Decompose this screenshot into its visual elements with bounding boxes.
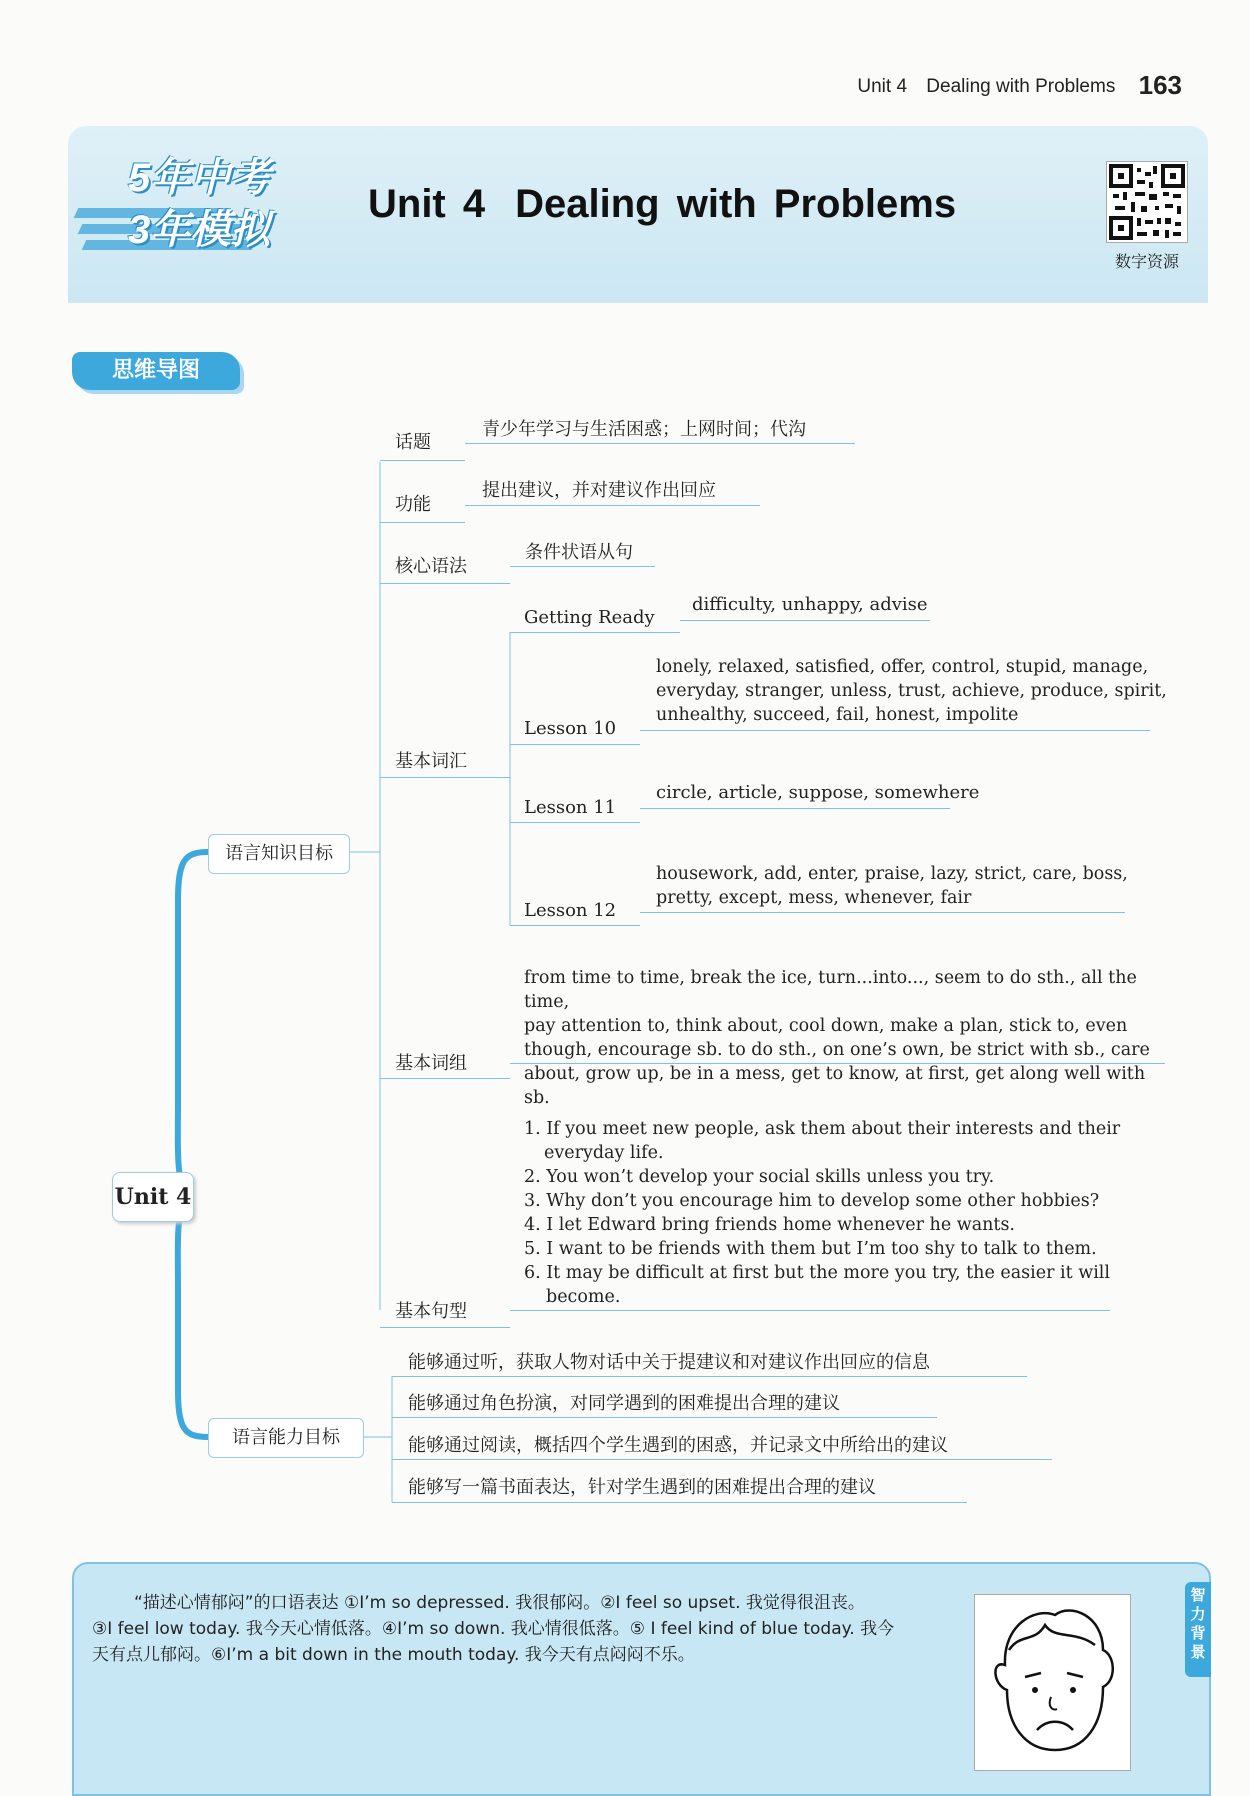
function-label: 功能 [395,494,431,515]
sentence-line: 2. You won’t develop your social skills unless you try. [524,1167,995,1187]
lesson12-label: Lesson 12 [524,900,617,921]
getting-ready-label: Getting Ready [524,607,655,628]
unit-title-text: Dealing with Problems [515,182,957,226]
grammar-label: 核心语法 [395,556,467,577]
unit-title-number: Unit 4 [368,182,486,226]
function-content: 提出建议，并对建议作出回应 [482,480,716,501]
unit-banner [68,126,1208,303]
ability-item: 能够通过角色扮演，对同学遇到的困难提出合理的建议 [408,1393,840,1414]
logo-line-2: 3年模拟 [128,208,271,252]
mindmap-root: Unit 4 [112,1172,194,1222]
phrases-content [524,966,1174,1110]
ability-item: 能够写一篇书面表达，针对学生遇到的困难提出合理的建议 [408,1477,876,1498]
sentence-line: become. [546,1287,621,1307]
ability-goal-node: 语言能力目标 [208,1418,364,1458]
grammar-content: 条件状语从句 [525,542,633,563]
phrases-label: 基本词组 [395,1053,467,1074]
unit-title [368,182,956,227]
tip-box [72,1562,1211,1796]
lesson10-line: lonely, relaxed, satisfied, offer, control, stupid, manage, [656,657,1149,677]
tip-line: “描述心情郁闷”的口语表达 ①I’m so depressed. 我很郁闷。②I feel so upset. 我觉得很沮丧。 [134,1593,865,1613]
running-header-unit: Unit 4 [857,76,908,97]
phrase-line: from time to time, break the ice, turn...into..., seem to do sth., all the time, [524,968,1137,1012]
lesson12-words [656,862,1156,910]
sentence-line: 4. I let Edward bring friends home whenever he wants. [524,1215,1015,1235]
running-header [857,70,1182,101]
tip-side-text: 背景 [1190,1624,1206,1661]
tip-line: ③I feel low today. 我今天心情低落。④I’m so down. 我心情很低落。⑤ I feel kind of blue today. 我今 [92,1619,895,1639]
lesson12-line: housework, add, enter, praise, lazy, strict, care, boss, [656,864,1128,884]
lesson10-line: unhealthy, succeed, fail, honest, impolite [656,705,1019,725]
sentence-line: 5. I want to be friends with them but I’m too shy to talk to them. [524,1239,1097,1259]
tip-line: 天有点儿郁闷。⑥I’m a bit down in the mouth today. 我今天有点闷闷不乐。 [92,1645,695,1665]
knowledge-goal-node: 语言知识目标 [208,834,350,874]
tip-side-label [1185,1582,1211,1677]
tip-side-text: 智力 [1190,1586,1206,1623]
running-header-title: Dealing with Problems [926,76,1116,97]
sentences-content [524,1117,1124,1309]
lesson10-line: everyday, stranger, unless, trust, achieve, produce, spirit, [656,681,1167,701]
phrase-line: though, encourage sb. to do sth., on one’s own, be strict with sb., care [524,1040,1150,1060]
sentence-line: 3. Why don’t you encourage him to develop some other hobbies? [524,1191,1100,1211]
sentence-line: 6. It may be difficult at first but the more you try, the easier it will [524,1263,1110,1283]
getting-ready-words: difficulty, unhappy, advise [692,594,928,615]
sentences-label: 基本句型 [395,1301,467,1322]
lesson11-label: Lesson 11 [524,797,617,818]
logo-line-1: 5年中考 [128,156,271,200]
lesson12-line: pretty, except, mess, whenever, fair [656,888,972,908]
series-logo [76,138,276,263]
tip-text [92,1590,947,1668]
section-tag: 思维导图 [72,352,240,390]
lesson10-words [656,655,1176,727]
topic-content: 青少年学习与生活困惑；上网时间；代沟 [482,419,806,440]
lesson11-words: circle, article, suppose, somewhere [656,782,980,803]
ability-item: 能够通过听，获取人物对话中关于提建议和对建议作出回应的信息 [408,1352,930,1373]
vocab-label: 基本词汇 [395,751,467,772]
sad-face-illustration [974,1594,1131,1771]
topic-label: 话题 [395,432,431,453]
qr-code-icon[interactable] [1106,161,1188,243]
page-number: 163 [1138,70,1182,100]
phrase-line: pay attention to, think about, cool down, make a plan, stick to, even [524,1016,1128,1036]
sentence-line: 1. If you meet new people, ask them about their interests and their [524,1119,1121,1139]
qr-code-label: 数字资源 [1114,252,1179,271]
sentence-line: everyday life. [544,1143,664,1163]
ability-item: 能够通过阅读，概括四个学生遇到的困惑，并记录文中所给出的建议 [408,1435,948,1456]
lesson10-label: Lesson 10 [524,718,617,739]
phrase-line: about, grow up, be in a mess, get to know, at first, get along well with sb. [524,1064,1146,1108]
